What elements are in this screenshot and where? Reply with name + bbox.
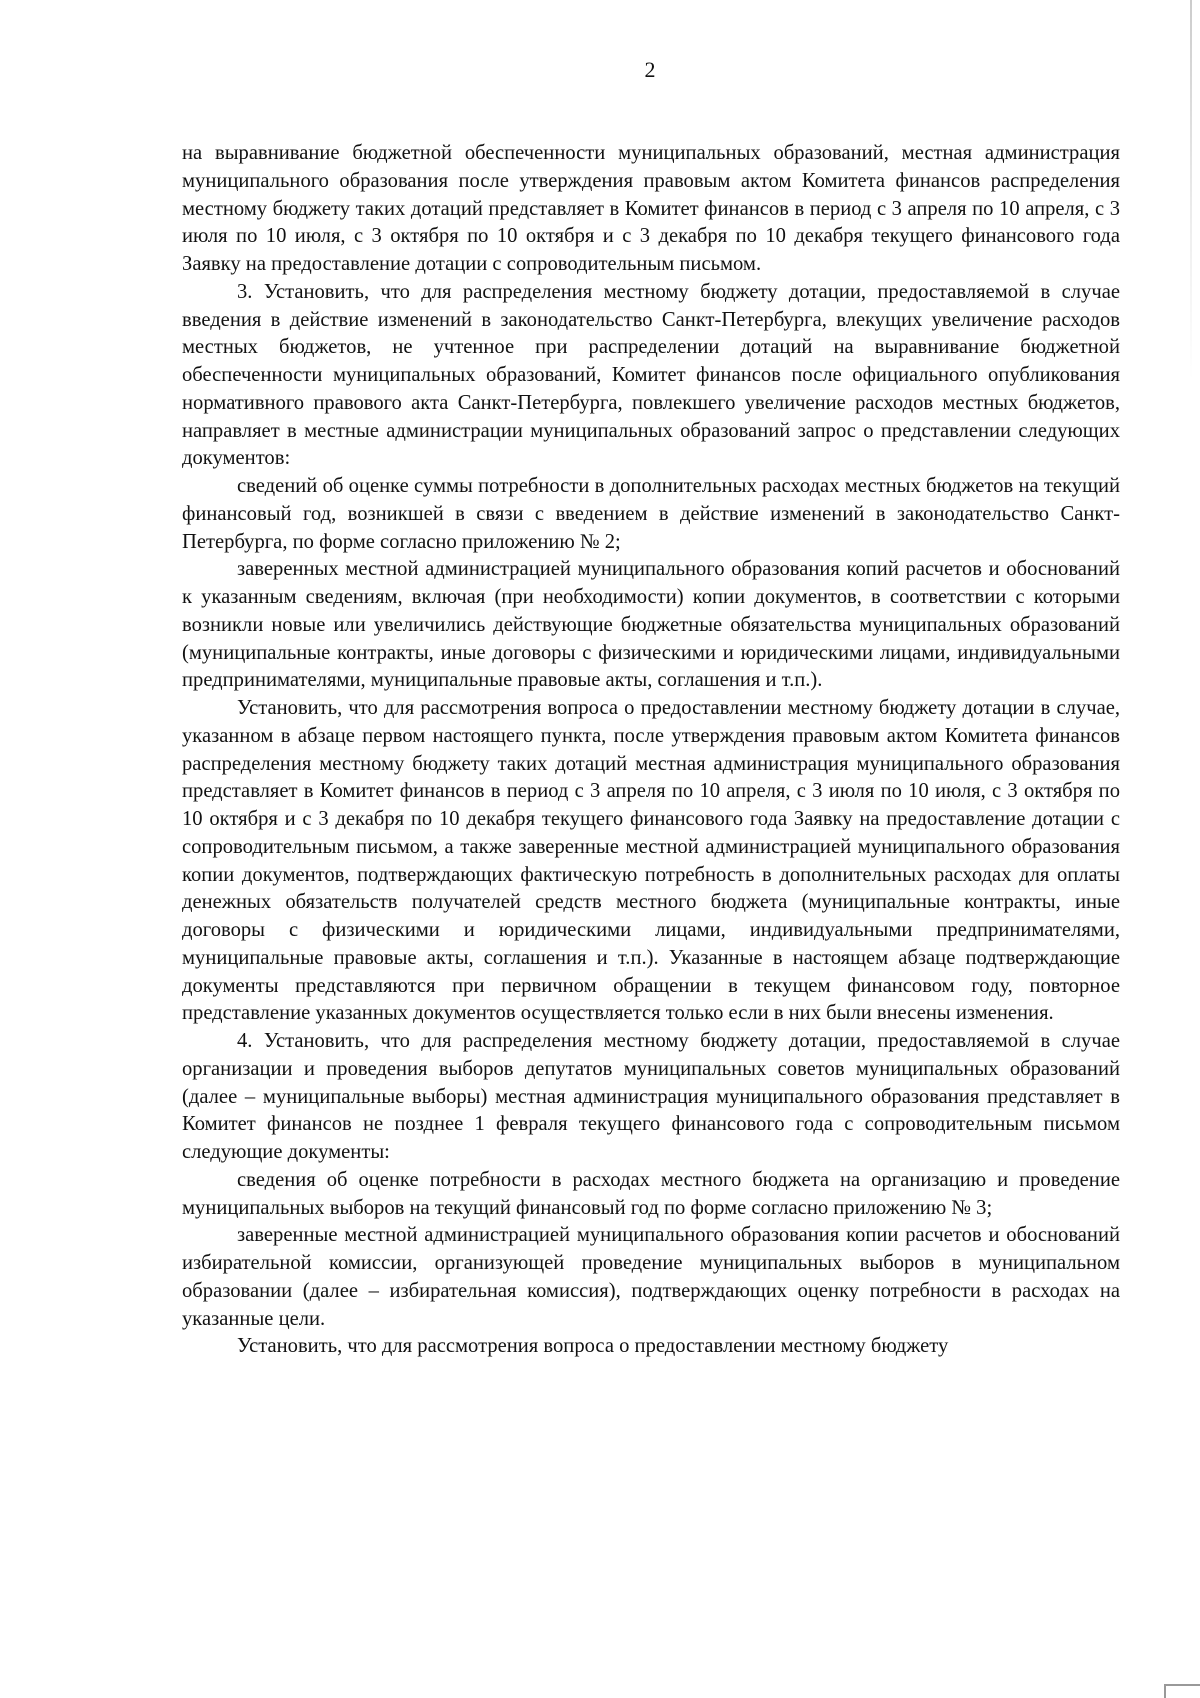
paragraph-item-3-list-1: сведений об оценке суммы потребности в дополнительных расходах местных бюджетов на текущий финансовый год, возникшей в связи с введением в действие изменений в законодательство Санкт-Петербурга, по форме согласно приложению № 2; [182, 475, 1120, 553]
paragraph-continuation: на выравнивание бюджетной обеспеченности муниципальных образований, местная администрация муниципального образования после утверждения правовым актом Комитета финансов распределения местному бюджету таких дотаций представляет в Комитет финансов в период с 3 апреля по 10 апреля, с 3 июля по 10 июля, с 3 октября по 10 октября и с 3 декабря по 10 декабря текущего финансового года Заявку на предоставление дотации с сопроводительным письмом. [182, 142, 1120, 275]
document-body [182, 140, 1120, 1361]
paragraph-item-4-list-2: заверенные местной администрацией муниципального образования копии расчетов и обоснований избирательной комиссии, организующей проведение муниципальных выборов в муниципальном образовании (далее – избирательная комиссия), подтверждающих оценку потребности в расходах на указанные цели. [182, 1224, 1120, 1330]
paragraph-item-3: 3. Установить, что для распределения местному бюджету дотации, предоставляемой в случае введения в действие изменений в законодательство Санкт-Петербурга, влекущих увеличение расходов местных бюджетов, не учтенное при распределении дотаций на выравнивание бюджетной обеспеченности муниципальных образований, Комитет финансов после официального опубликования нормативного правового акта Санкт-Петербурга, повлекшего увеличение расходов местных бюджетов, направляет в местные администрации муниципальных образований запрос о представлении следующих документов: [182, 280, 1120, 470]
page-number: 2 [644, 57, 656, 82]
paragraph-item-4-list-1: сведения об оценке потребности в расходах местного бюджета на организацию и проведение муниципальных выборов на текущий финансовый год по форме согласно приложению № 3; [182, 1168, 1120, 1219]
scan-edge-line [1190, 0, 1192, 380]
scan-corner-mark [1164, 1684, 1200, 1698]
paragraph-item-3-procedure: Установить, что для рассмотрения вопроса о предоставлении местному бюджету дотации в случае, указанном в абзаце первом настоящего пункта, после утверждения правовым актом Комитета финансов распределения местному бюджету таких дотаций местная администрация муниципального образования представляет в Комитет финансов в период с 3 апреля по 10 апреля, с 3 июля по 10 июля, с 3 октября по 10 октября и с 3 декабря по 10 декабря текущего финансового года Заявку на предоставление дотации с сопроводительным письмом, а также заверенные местной администрацией муниципального образования копии документов, подтверждающих фактическую потребность в дополнительных расходах для оплаты денежных обязательств получателей средств местного бюджета (муниципальные контракты, иные договоры с физическими и юридическими лицами, индивидуальными предпринимателями, муниципальные правовые акты, соглашения и т.п.). Указанные в настоящем абзаце подтверждающие документы представляются при первичном обращении в текущем финансовом году, повторное представление указанных документов осуществляется только если в них были внесены изменения. [182, 697, 1120, 1025]
paragraph-item-4: 4. Установить, что для распределения местному бюджету дотации, предоставляемой в случае организации и проведения выборов депутатов муниципальных советов муниципальных образований (далее – муниципальные выборы) местная администрация муниципального образования представляет в Комитет финансов не позднее 1 февраля текущего финансового года с сопроводительным письмом следующие документы: [182, 1030, 1120, 1163]
paragraph-item-4-procedure: Установить, что для рассмотрения вопроса о предоставлении местному бюджету [237, 1335, 949, 1358]
paragraph-item-3-list-2: заверенных местной администрацией муниципального образования копий расчетов и обоснований к указанным сведениям, включая (при необходимости) копии документов, в соответствии с которыми возникли новые или увеличились действующие бюджетные обязательства муниципальных образований (муниципальные контракты, иные договоры с физическими и юридическими лицами, индивидуальными предпринимателями, муниципальные правовые акты, соглашения и т.п.). [182, 558, 1120, 692]
